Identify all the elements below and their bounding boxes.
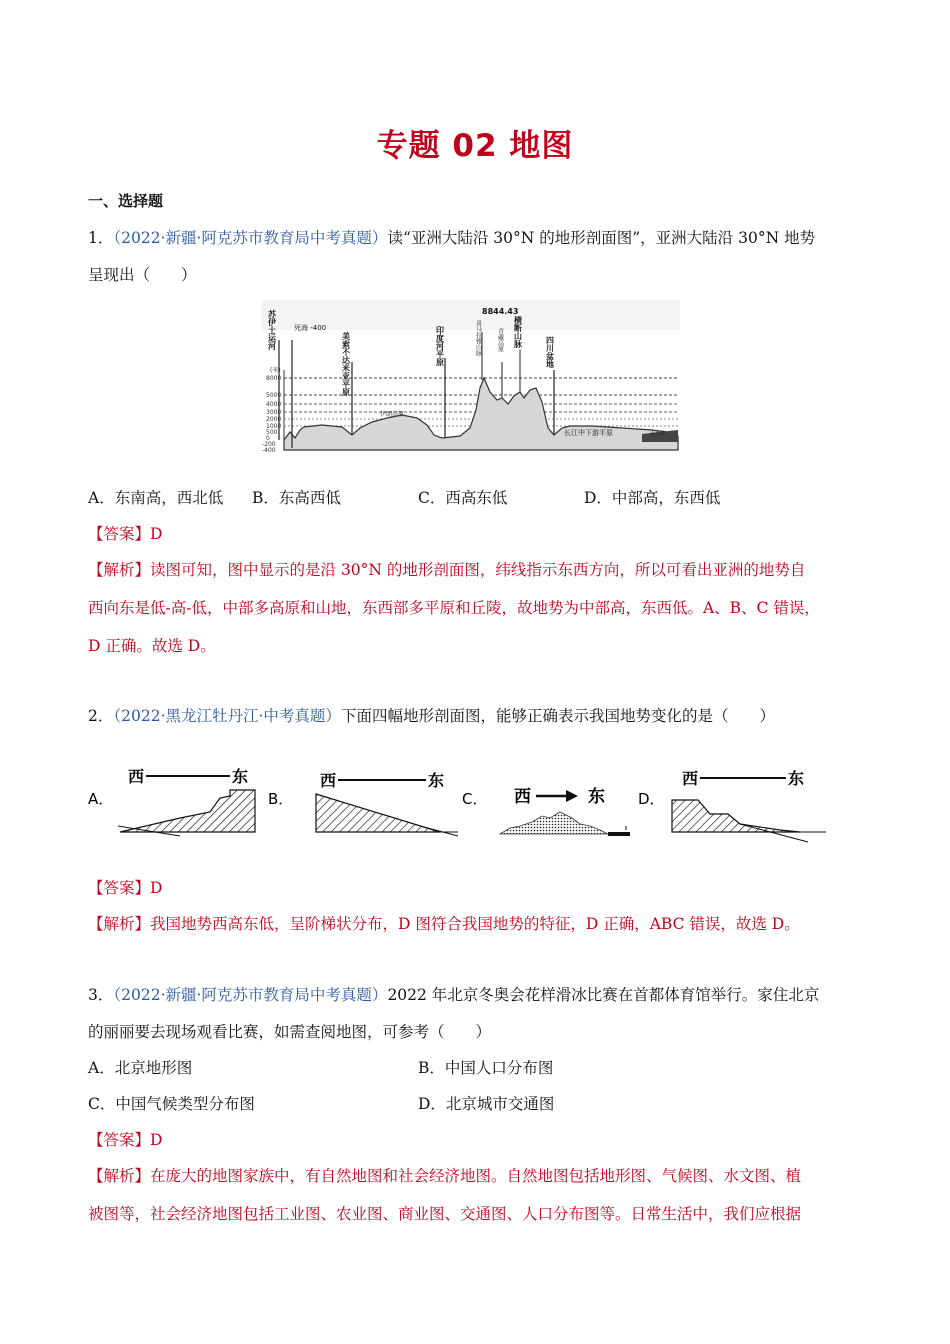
q3-option-d[interactable]: D．北京城市交通图 (418, 1095, 555, 1113)
label-hengduan: 横断山脉 (513, 316, 523, 348)
q2-d-west: 西 (682, 769, 699, 788)
yaxis-unit: (米) (270, 367, 281, 374)
q2-answer: 【答案】D (88, 879, 163, 897)
yaxis-tick-8000: 8000 (266, 375, 282, 382)
q1-analysis-head: 【解析】 (88, 561, 151, 579)
label-himalaya: 喜马拉雅山脉 (474, 320, 482, 356)
q2-option-a-letter[interactable]: A． (88, 790, 114, 808)
q3-stem (88, 983, 819, 1005)
q1-number: 1． (88, 229, 114, 247)
q2-source: （2022·黑龙江牡丹江·中考真题） (113, 707, 341, 725)
label-iran-plateau: 伊朗高原 (380, 411, 405, 418)
q2-c-west: 西 (514, 787, 531, 807)
yaxis-tick-minus400: -400 (262, 447, 276, 454)
q2-option-d-letter[interactable]: D． (638, 790, 665, 808)
section-heading: 一、选择题 (88, 192, 164, 210)
q2-number: 2． (88, 707, 114, 725)
q2-analysis-head: 【解析】 (88, 915, 151, 933)
q2-profiles-figure (80, 760, 870, 850)
q2-d-profile (672, 800, 800, 832)
yaxis-tick-0: 0 (266, 435, 270, 442)
label-mesopotamia: 美索不达米亚平原 (341, 332, 351, 396)
q1-answer: 【答案】D (88, 525, 163, 543)
q3-source: （2022·新疆·阿克苏市教育局中考真题） (113, 986, 388, 1004)
q2-c-profile (500, 812, 608, 834)
q3-stem-line2: 的丽丽要去现场观看比赛，如需查阅地图，可参考（ ） (88, 1023, 492, 1041)
q2-analysis (88, 912, 800, 934)
q3-analysis-line2: 被图等，社会经济地图包括工业图、农业图、商业图、交通图、人口分布图等。日常生活中，我们应根据 (88, 1205, 802, 1223)
q1-analysis-line3: D 正确。故选 D。 (88, 637, 216, 655)
q2-stem-text: 下面四幅地形剖面图，能够正确表示我国地势变化的是（ ） (340, 707, 775, 725)
yaxis-tick-1000: 1000 (266, 423, 282, 430)
q3-stem-line1: 2022 年北京冬奥会花样滑冰比赛在首都体育馆举行。家住北京 (387, 986, 820, 1004)
q3-option-c[interactable]: C．中国气候类型分布图 (88, 1095, 255, 1113)
q1-option-b[interactable]: B．东高西低 (252, 489, 341, 507)
peak-elevation: 8844.43 (482, 307, 519, 316)
yaxis-tick-3000: 3000 (266, 409, 282, 416)
q2-a-east: 东 (232, 767, 249, 786)
label-suez: 苏伊士运河 (267, 310, 277, 350)
q2-a-profile (120, 790, 255, 832)
q2-option-b-letter[interactable]: B． (268, 790, 294, 808)
q1-stem (88, 226, 815, 248)
yaxis-tick-minus200: -200 (262, 441, 276, 448)
label-sichuan-basin: 四川盆地 (545, 336, 555, 368)
q1-analysis-text1: 读图可知，图中显示的是沿 30°N 的地形剖面图，纬线指示东西方向，所以可看出亚洲的地势自 (150, 561, 806, 579)
yaxis-tick-4000: 4000 (266, 401, 282, 408)
q2-b-east: 东 (428, 771, 445, 790)
q2-analysis-text: 我国地势西高东低，呈阶梯状分布，D 图符合我国地势的特征，D 正确，ABC 错误，故选 D。 (150, 915, 800, 933)
label-pacific: 太平洋 (650, 431, 666, 437)
q2-b-west: 西 (320, 771, 337, 790)
q2-c-east: 东 (588, 787, 605, 807)
q3-option-b[interactable]: B．中国人口分布图 (418, 1059, 554, 1077)
yaxis-tick-500: 500 (266, 429, 278, 436)
q2-option-c-letter[interactable]: C． (462, 790, 488, 808)
label-yangtze-plain: 长江中下游平原 (564, 429, 613, 437)
q2-stem (88, 704, 775, 726)
q3-answer: 【答案】D (88, 1131, 163, 1149)
q3-analysis-head: 【解析】 (88, 1167, 151, 1185)
q1-analysis-line2: 西向东是低-高-低，中部多高原和山地，东西部多平原和丘陵，故地势为中部高，东西低。A、B、C 错误， (88, 599, 820, 617)
q3-analysis-line1 (88, 1164, 801, 1186)
yaxis-tick-5000: 5000 (266, 392, 282, 399)
q2-a-west: 西 (128, 767, 145, 786)
q3-number: 3． (88, 986, 114, 1004)
q3-analysis-text1: 在庞大的地图家族中，有自然地图和社会经济地图。自然地图包括地形图、气候图、水文图、植 (150, 1167, 802, 1185)
q1-analysis-line1 (88, 558, 805, 580)
q2-d-east: 东 (788, 769, 805, 788)
q1-source: （2022·新疆·阿克苏市教育局中考真题） (113, 229, 388, 247)
q1-stem-line1: 读“亚洲大陆沿 30°N 的地形剖面图”，亚洲大陆沿 30°N 地势 (387, 229, 816, 247)
page-title: 专题 02 地图 (376, 128, 574, 164)
label-tibet-plateau: 青藏高原 (496, 328, 504, 352)
q3-option-a[interactable]: A．北京地形图 (88, 1059, 193, 1077)
yaxis-tick-2000: 2000 (266, 416, 282, 423)
q1-stem-line2: 呈现出（ ） (88, 266, 197, 284)
q1-option-c[interactable]: C．西高东低 (418, 489, 508, 507)
q1-option-d[interactable]: D．中部高，东西低 (584, 489, 721, 507)
asia-profile-figure (262, 300, 680, 455)
q1-option-a[interactable]: A．东南高，西北低 (88, 489, 224, 507)
label-dead-sea: 死海 -400 (294, 324, 327, 332)
label-indus-plain: 印度河平原 (435, 326, 445, 366)
